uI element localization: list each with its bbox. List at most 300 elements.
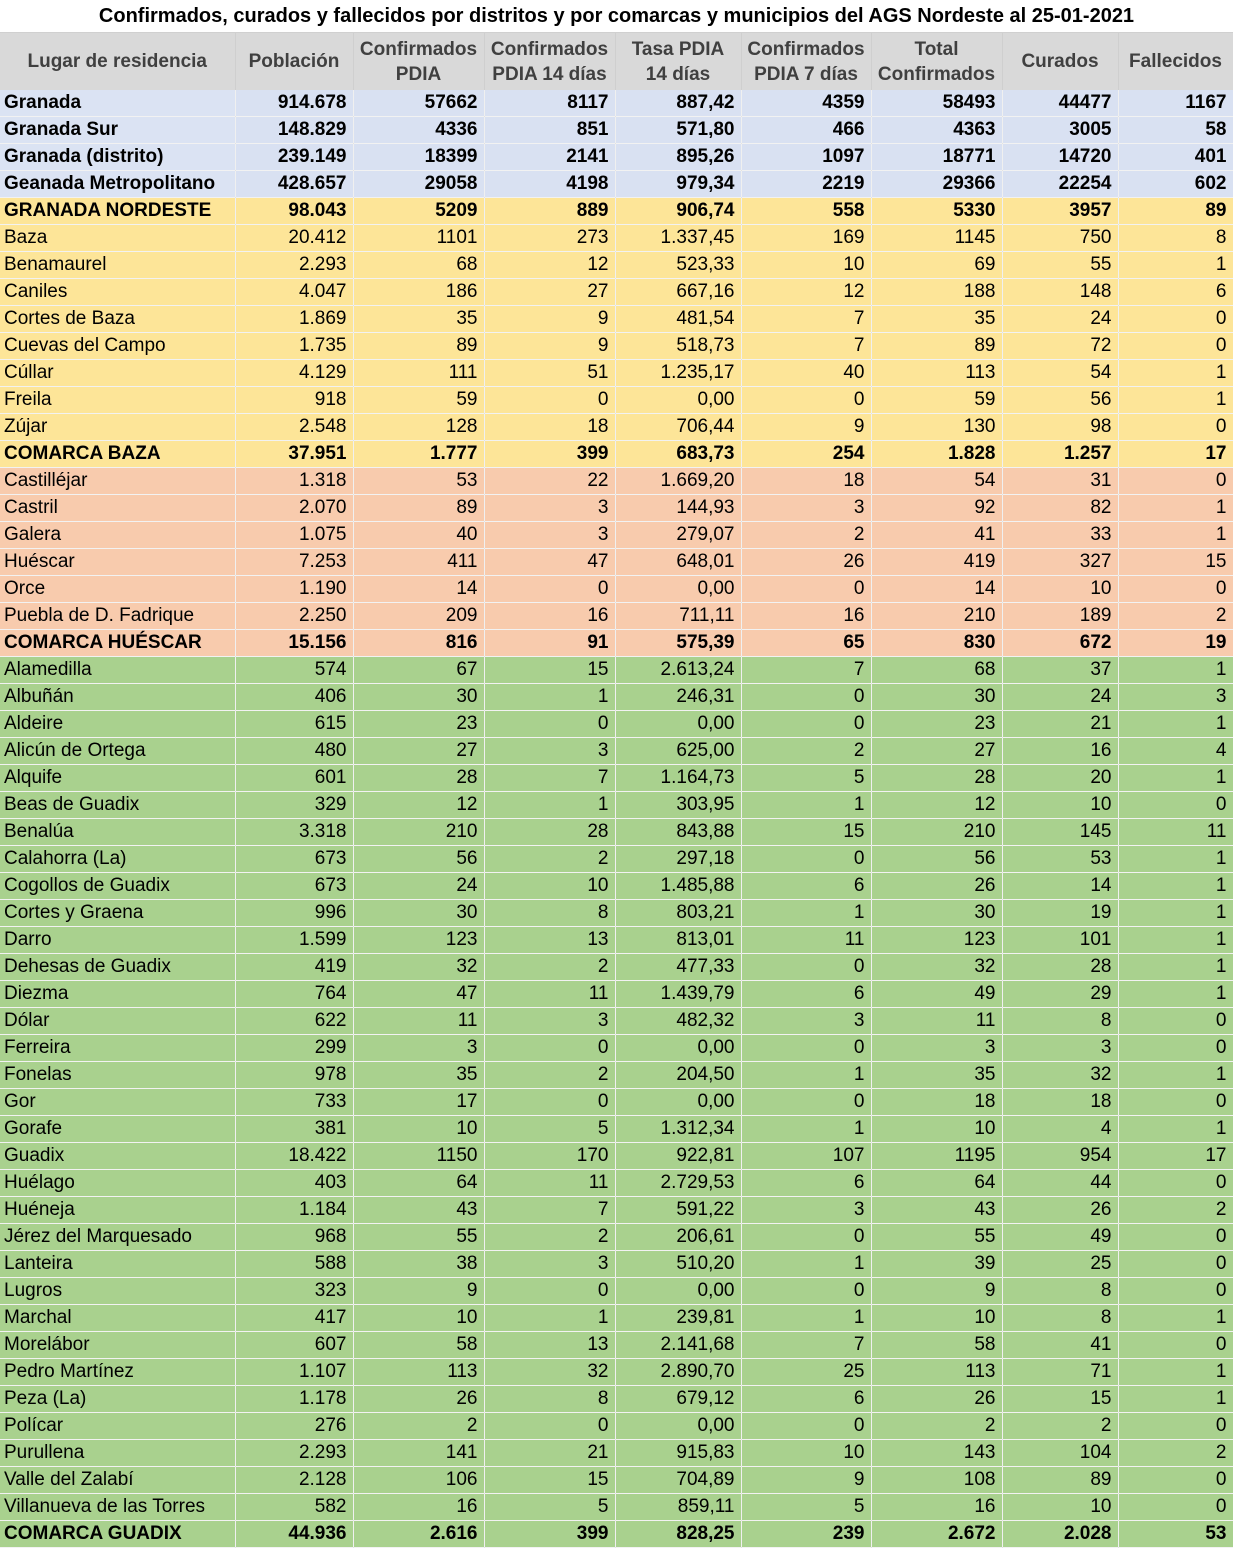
cell-poblacion: 381 [235,1116,353,1143]
cell-poblacion: 37.951 [235,441,353,468]
table-row [0,1386,1233,1413]
cell-confirmados-14: 8 [484,900,615,927]
cell-total-confirmados: 830 [871,630,1002,657]
cell-confirmados-14: 399 [484,441,615,468]
cell-poblacion: 1.107 [235,1359,353,1386]
cell-poblacion: 1.318 [235,468,353,495]
cell-confirmados-pdia: 64 [353,1170,484,1197]
cell-tasa-14: 1.312,34 [615,1116,741,1143]
cell-total-confirmados: 27 [871,738,1002,765]
table-row [0,1224,1233,1251]
table-row [0,1494,1233,1521]
cell-fallecidos: 1 [1118,252,1233,279]
cell-fallecidos: 4 [1118,738,1233,765]
cell-curados: 41 [1002,1332,1118,1359]
table-row [0,522,1233,549]
table-row [0,252,1233,279]
cell-lugar: Gor [0,1089,235,1116]
cell-total-confirmados: 130 [871,414,1002,441]
cell-total-confirmados: 26 [871,1386,1002,1413]
cell-fallecidos: 15 [1118,549,1233,576]
cell-poblacion: 323 [235,1278,353,1305]
cell-confirmados-pdia: 411 [353,549,484,576]
cell-confirmados-pdia: 35 [353,306,484,333]
cell-lugar: Ferreira [0,1035,235,1062]
cell-total-confirmados: 43 [871,1197,1002,1224]
cell-curados: 148 [1002,279,1118,306]
cell-confirmados-7: 0 [741,954,871,981]
cell-confirmados-7: 12 [741,279,871,306]
cell-curados: 3957 [1002,198,1118,225]
cell-tasa-14: 0,00 [615,1278,741,1305]
cell-curados: 72 [1002,333,1118,360]
cell-confirmados-14: 0 [484,576,615,603]
cell-tasa-14: 204,50 [615,1062,741,1089]
cell-confirmados-pdia: 29058 [353,171,484,198]
table-row [0,1440,1233,1467]
cell-tasa-14: 303,95 [615,792,741,819]
cell-confirmados-14: 2 [484,1224,615,1251]
cell-curados: 189 [1002,603,1118,630]
cell-confirmados-pdia: 17 [353,1089,484,1116]
cell-curados: 10 [1002,576,1118,603]
cell-poblacion: 2.293 [235,1440,353,1467]
cell-total-confirmados: 23 [871,711,1002,738]
cell-fallecidos: 2 [1118,603,1233,630]
cell-confirmados-7: 7 [741,1332,871,1359]
cell-confirmados-14: 51 [484,360,615,387]
cell-confirmados-pdia: 128 [353,414,484,441]
table-row [0,1359,1233,1386]
cell-total-confirmados: 210 [871,819,1002,846]
cell-lugar: Benalúa [0,819,235,846]
cell-curados: 145 [1002,819,1118,846]
cell-poblacion: 607 [235,1332,353,1359]
cell-total-confirmados: 143 [871,1440,1002,1467]
cell-fallecidos: 3 [1118,684,1233,711]
cell-confirmados-14: 2 [484,1062,615,1089]
cell-confirmados-14: 91 [484,630,615,657]
cell-tasa-14: 667,16 [615,279,741,306]
cell-fallecidos: 1 [1118,387,1233,414]
cell-curados: 101 [1002,927,1118,954]
cell-poblacion: 733 [235,1089,353,1116]
cell-tasa-14: 0,00 [615,1089,741,1116]
cell-total-confirmados: 3 [871,1035,1002,1062]
cell-confirmados-7: 0 [741,1035,871,1062]
table-row [0,846,1233,873]
cell-tasa-14: 1.439,79 [615,981,741,1008]
cell-poblacion: 601 [235,765,353,792]
cell-confirmados-14: 9 [484,306,615,333]
cell-fallecidos: 1 [1118,1116,1233,1143]
cell-confirmados-7: 1097 [741,144,871,171]
cell-tasa-14: 2.890,70 [615,1359,741,1386]
cell-total-confirmados: 113 [871,1359,1002,1386]
cell-confirmados-14: 889 [484,198,615,225]
cell-confirmados-14: 7 [484,1197,615,1224]
cell-confirmados-7: 3 [741,495,871,522]
cell-tasa-14: 859,11 [615,1494,741,1521]
table-row [0,1035,1233,1062]
cell-confirmados-14: 5 [484,1116,615,1143]
cell-lugar: Diezma [0,981,235,1008]
cell-poblacion: 2.070 [235,495,353,522]
cell-lugar: Morelábor [0,1332,235,1359]
cell-confirmados-pdia: 89 [353,495,484,522]
cell-fallecidos: 0 [1118,468,1233,495]
cell-confirmados-14: 7 [484,765,615,792]
cell-lugar: Lugros [0,1278,235,1305]
cell-confirmados-14: 13 [484,1332,615,1359]
cell-confirmados-7: 6 [741,1170,871,1197]
cell-confirmados-pdia: 68 [353,252,484,279]
cell-lugar: Caniles [0,279,235,306]
cell-total-confirmados: 1.828 [871,441,1002,468]
cell-curados: 16 [1002,738,1118,765]
cell-curados: 71 [1002,1359,1118,1386]
cell-fallecidos: 0 [1118,1467,1233,1494]
table-row [0,765,1233,792]
cell-confirmados-7: 11 [741,927,871,954]
cell-poblacion: 419 [235,954,353,981]
header-poblacion: Población [235,33,353,90]
cell-fallecidos: 0 [1118,1278,1233,1305]
cell-curados: 24 [1002,306,1118,333]
cell-curados: 8 [1002,1008,1118,1035]
table-row [0,1251,1233,1278]
cell-confirmados-7: 0 [741,1413,871,1440]
table-row [0,1278,1233,1305]
cell-total-confirmados: 108 [871,1467,1002,1494]
cell-confirmados-pdia: 57662 [353,90,484,117]
cell-curados: 1.257 [1002,441,1118,468]
cell-total-confirmados: 419 [871,549,1002,576]
cell-lugar: Huéneja [0,1197,235,1224]
cell-confirmados-14: 399 [484,1521,615,1548]
cell-confirmados-pdia: 210 [353,819,484,846]
cell-total-confirmados: 58 [871,1332,1002,1359]
cell-curados: 25 [1002,1251,1118,1278]
cell-poblacion: 98.043 [235,198,353,225]
cell-lugar: Freila [0,387,235,414]
cell-poblacion: 428.657 [235,171,353,198]
cell-poblacion: 2.293 [235,252,353,279]
cell-poblacion: 918 [235,387,353,414]
cell-poblacion: 673 [235,846,353,873]
cell-lugar: Huélago [0,1170,235,1197]
table-row [0,1089,1233,1116]
cell-lugar: Baza [0,225,235,252]
cell-poblacion: 148.829 [235,117,353,144]
cell-tasa-14: 0,00 [615,387,741,414]
cell-confirmados-pdia: 58 [353,1332,484,1359]
cell-tasa-14: 481,54 [615,306,741,333]
cell-confirmados-pdia: 113 [353,1359,484,1386]
cell-fallecidos: 1 [1118,1062,1233,1089]
cell-total-confirmados: 64 [871,1170,1002,1197]
cell-confirmados-7: 1 [741,900,871,927]
cell-tasa-14: 979,34 [615,171,741,198]
cell-curados: 56 [1002,387,1118,414]
cell-confirmados-14: 5 [484,1494,615,1521]
cell-poblacion: 1.735 [235,333,353,360]
cell-confirmados-pdia: 24 [353,873,484,900]
cell-tasa-14: 2.613,24 [615,657,741,684]
table-row [0,1170,1233,1197]
cell-confirmados-pdia: 11 [353,1008,484,1035]
cell-fallecidos: 0 [1118,1224,1233,1251]
table-title: Confirmados, curados y fallecidos por distritos y por comarcas y municipios del AGS Nordeste al 25-01-2021 [0,0,1233,33]
cell-confirmados-7: 65 [741,630,871,657]
cell-confirmados-pdia: 10 [353,1305,484,1332]
cell-lugar: Granada (distrito) [0,144,235,171]
cell-curados: 327 [1002,549,1118,576]
cell-lugar: Alamedilla [0,657,235,684]
cell-tasa-14: 922,81 [615,1143,741,1170]
cell-confirmados-14: 851 [484,117,615,144]
table-row [0,414,1233,441]
cell-poblacion: 1.075 [235,522,353,549]
cell-confirmados-7: 1 [741,792,871,819]
cell-total-confirmados: 188 [871,279,1002,306]
cell-lugar: Castril [0,495,235,522]
cell-confirmados-7: 7 [741,657,871,684]
cell-confirmados-7: 7 [741,306,871,333]
cell-confirmados-pdia: 56 [353,846,484,873]
cell-total-confirmados: 10 [871,1116,1002,1143]
table-row-total [0,198,1233,225]
cell-curados: 10 [1002,792,1118,819]
cell-tasa-14: 144,93 [615,495,741,522]
cell-confirmados-pdia: 106 [353,1467,484,1494]
cell-total-confirmados: 1145 [871,225,1002,252]
cell-curados: 750 [1002,225,1118,252]
cell-curados: 28 [1002,954,1118,981]
cell-total-confirmados: 41 [871,522,1002,549]
cell-confirmados-7: 0 [741,387,871,414]
cell-confirmados-14: 15 [484,657,615,684]
cell-fallecidos: 1 [1118,1359,1233,1386]
cell-confirmados-7: 1 [741,1251,871,1278]
cell-lugar: Darro [0,927,235,954]
cell-lugar: COMARCA HUÉSCAR [0,630,235,657]
cell-fallecidos: 1 [1118,495,1233,522]
cell-tasa-14: 477,33 [615,954,741,981]
cell-fallecidos: 19 [1118,630,1233,657]
cell-tasa-14: 523,33 [615,252,741,279]
cell-tasa-14: 0,00 [615,1413,741,1440]
cell-confirmados-pdia: 14 [353,576,484,603]
cell-confirmados-pdia: 209 [353,603,484,630]
cell-confirmados-14: 9 [484,333,615,360]
cell-tasa-14: 1.485,88 [615,873,741,900]
cell-confirmados-14: 27 [484,279,615,306]
cell-total-confirmados: 113 [871,360,1002,387]
cell-tasa-14: 679,12 [615,1386,741,1413]
cell-total-confirmados: 35 [871,1062,1002,1089]
cell-lugar: Galera [0,522,235,549]
cell-confirmados-14: 32 [484,1359,615,1386]
cell-fallecidos: 0 [1118,1413,1233,1440]
cell-curados: 37 [1002,657,1118,684]
cell-curados: 33 [1002,522,1118,549]
cell-lugar: Gorafe [0,1116,235,1143]
cell-total-confirmados: 30 [871,684,1002,711]
cell-total-confirmados: 4363 [871,117,1002,144]
table-row [0,711,1233,738]
cell-confirmados-pdia: 186 [353,279,484,306]
cell-tasa-14: 510,20 [615,1251,741,1278]
cell-confirmados-14: 3 [484,738,615,765]
cell-lugar: Puebla de D. Fadrique [0,603,235,630]
cell-confirmados-7: 1 [741,1062,871,1089]
table-row [0,306,1233,333]
cell-fallecidos: 58 [1118,117,1233,144]
cell-total-confirmados: 29366 [871,171,1002,198]
cell-confirmados-pdia: 3 [353,1035,484,1062]
cell-confirmados-14: 12 [484,252,615,279]
cell-confirmados-7: 169 [741,225,871,252]
cell-confirmados-14: 3 [484,1251,615,1278]
cell-confirmados-7: 6 [741,1386,871,1413]
cell-curados: 98 [1002,414,1118,441]
cell-confirmados-pdia: 35 [353,1062,484,1089]
cell-curados: 2.028 [1002,1521,1118,1548]
cell-confirmados-pdia: 43 [353,1197,484,1224]
cell-confirmados-pdia: 4336 [353,117,484,144]
cell-confirmados-pdia: 1150 [353,1143,484,1170]
cell-tasa-14: 518,73 [615,333,741,360]
cell-confirmados-7: 16 [741,603,871,630]
cell-curados: 14 [1002,873,1118,900]
cell-poblacion: 2.250 [235,603,353,630]
cell-confirmados-7: 1 [741,1305,871,1332]
cell-tasa-14: 706,44 [615,414,741,441]
cell-confirmados-14: 0 [484,1089,615,1116]
cell-poblacion: 764 [235,981,353,1008]
cell-poblacion: 329 [235,792,353,819]
cell-confirmados-pdia: 53 [353,468,484,495]
table-row [0,468,1233,495]
cell-confirmados-14: 3 [484,1008,615,1035]
cell-confirmados-7: 40 [741,360,871,387]
cell-total-confirmados: 18 [871,1089,1002,1116]
cell-confirmados-14: 4198 [484,171,615,198]
cell-fallecidos: 0 [1118,1089,1233,1116]
cell-total-confirmados: 2.672 [871,1521,1002,1548]
cell-tasa-14: 246,31 [615,684,741,711]
cell-total-confirmados: 54 [871,468,1002,495]
cell-tasa-14: 625,00 [615,738,741,765]
header-curados: Curados [1002,33,1118,90]
table-row [0,225,1233,252]
cell-confirmados-pdia: 28 [353,765,484,792]
cell-confirmados-14: 0 [484,387,615,414]
header-row [0,33,1233,90]
cell-curados: 672 [1002,630,1118,657]
table-row [0,1413,1233,1440]
cell-confirmados-pdia: 18399 [353,144,484,171]
cell-fallecidos: 401 [1118,144,1233,171]
cell-total-confirmados: 11 [871,1008,1002,1035]
cell-fallecidos: 8 [1118,225,1233,252]
cell-confirmados-14: 1 [484,1305,615,1332]
cell-poblacion: 914.678 [235,90,353,117]
cell-confirmados-14: 16 [484,603,615,630]
table-row [0,1467,1233,1494]
cell-confirmados-pdia: 32 [353,954,484,981]
cell-poblacion: 44.936 [235,1521,353,1548]
cell-lugar: Polícar [0,1413,235,1440]
table-row [0,360,1233,387]
cell-tasa-14: 575,39 [615,630,741,657]
cell-total-confirmados: 12 [871,792,1002,819]
table-row [0,792,1233,819]
cell-confirmados-14: 28 [484,819,615,846]
cell-lugar: Zújar [0,414,235,441]
cell-confirmados-7: 26 [741,549,871,576]
cell-confirmados-14: 18 [484,414,615,441]
table-body [0,90,1233,1548]
cell-confirmados-14: 0 [484,1413,615,1440]
cell-confirmados-pdia: 67 [353,657,484,684]
cell-total-confirmados: 55 [871,1224,1002,1251]
cell-confirmados-7: 1 [741,1116,871,1143]
cell-confirmados-7: 2 [741,522,871,549]
cell-tasa-14: 2.729,53 [615,1170,741,1197]
cell-tasa-14: 915,83 [615,1440,741,1467]
cell-fallecidos: 89 [1118,198,1233,225]
cell-fallecidos: 0 [1118,1332,1233,1359]
cell-poblacion: 622 [235,1008,353,1035]
cell-lugar: Aldeire [0,711,235,738]
cell-fallecidos: 0 [1118,306,1233,333]
cell-confirmados-14: 11 [484,1170,615,1197]
cell-curados: 22254 [1002,171,1118,198]
cell-tasa-14: 297,18 [615,846,741,873]
cell-curados: 24 [1002,684,1118,711]
cell-confirmados-14: 0 [484,1278,615,1305]
cell-confirmados-7: 4359 [741,90,871,117]
cell-total-confirmados: 210 [871,603,1002,630]
cell-confirmados-7: 3 [741,1197,871,1224]
cell-poblacion: 2.128 [235,1467,353,1494]
cell-total-confirmados: 59 [871,387,1002,414]
cell-tasa-14: 895,26 [615,144,741,171]
table-row [0,954,1233,981]
cell-confirmados-14: 13 [484,927,615,954]
cell-curados: 29 [1002,981,1118,1008]
cell-lugar: Albuñán [0,684,235,711]
cell-fallecidos: 1 [1118,1305,1233,1332]
cell-poblacion: 299 [235,1035,353,1062]
cell-confirmados-7: 466 [741,117,871,144]
cell-confirmados-14: 21 [484,1440,615,1467]
cell-total-confirmados: 56 [871,846,1002,873]
cell-tasa-14: 843,88 [615,819,741,846]
cell-total-confirmados: 92 [871,495,1002,522]
cell-curados: 44477 [1002,90,1118,117]
cell-fallecidos: 0 [1118,1170,1233,1197]
cell-lugar: Beas de Guadix [0,792,235,819]
cell-fallecidos: 1167 [1118,90,1233,117]
cell-poblacion: 1.869 [235,306,353,333]
cell-lugar: Huéscar [0,549,235,576]
cell-curados: 20 [1002,765,1118,792]
cell-confirmados-pdia: 141 [353,1440,484,1467]
cell-fallecidos: 1 [1118,981,1233,1008]
